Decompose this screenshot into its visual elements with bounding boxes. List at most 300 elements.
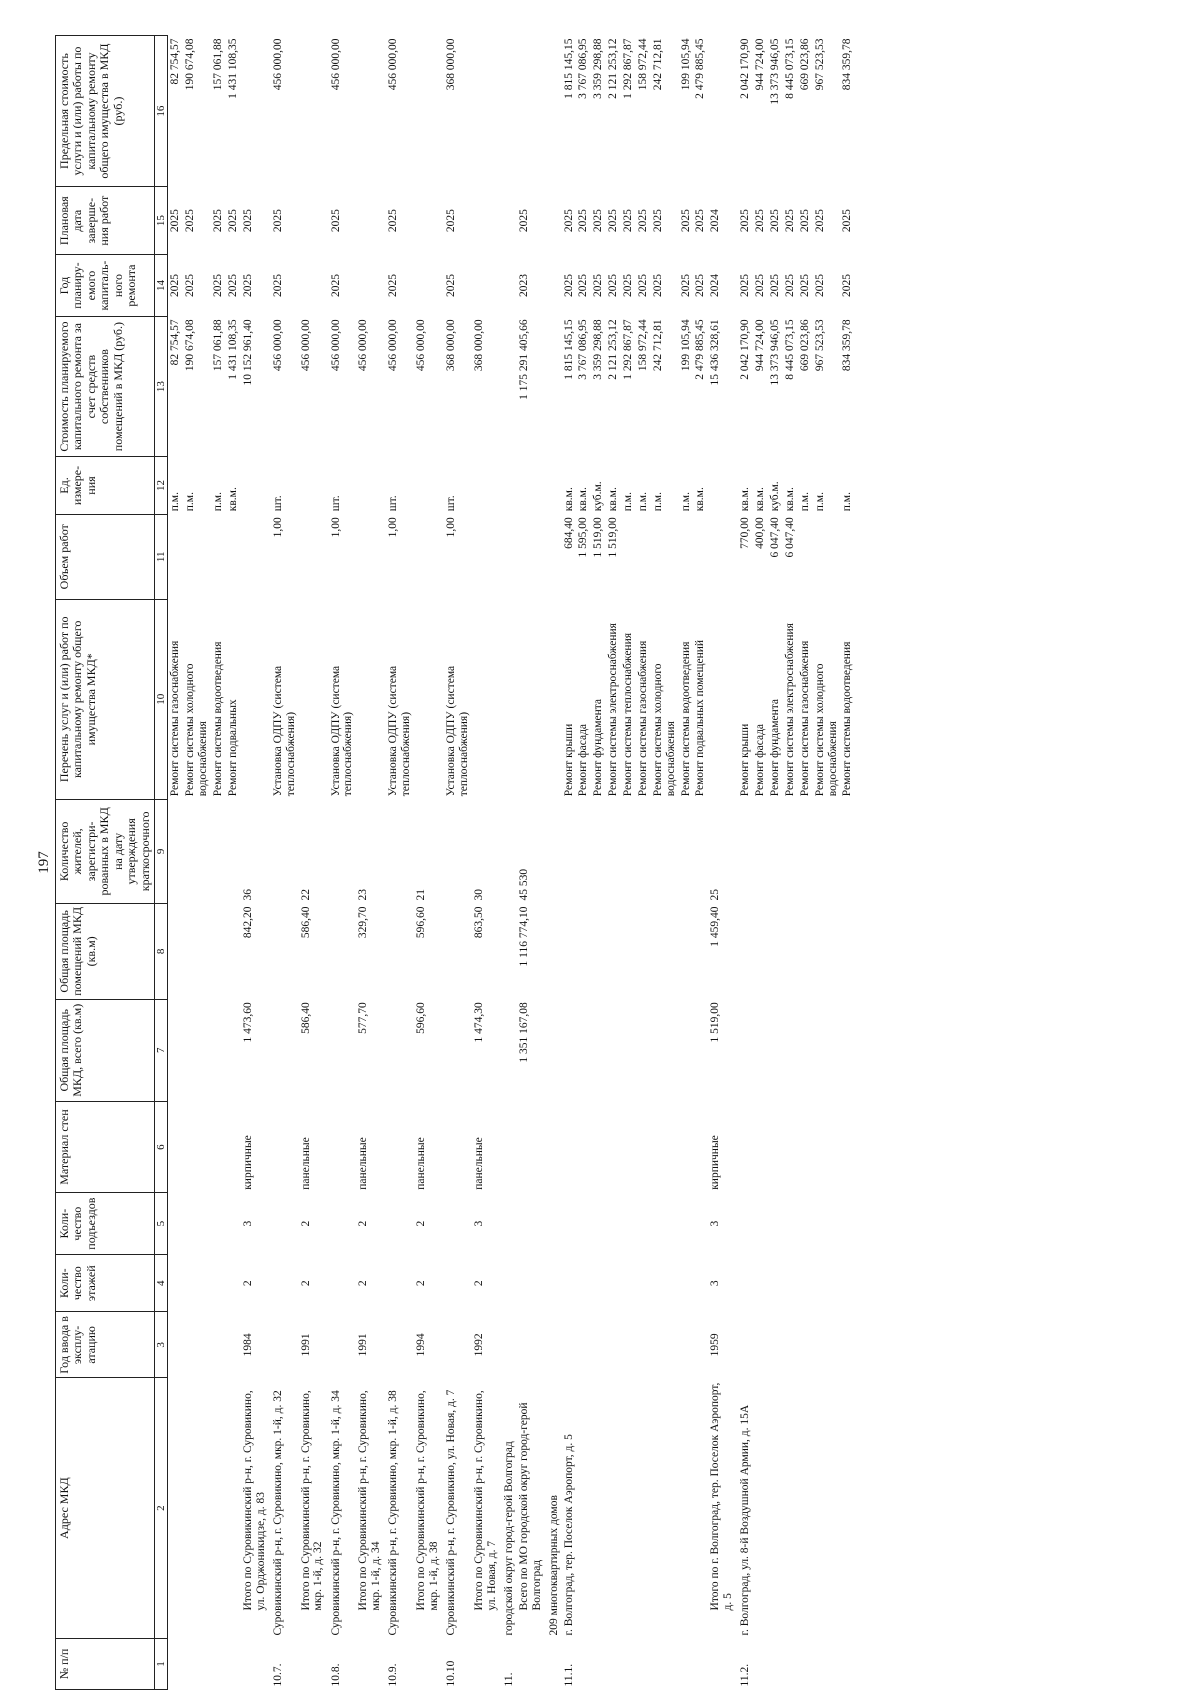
cell-year: 2025 (329, 274, 342, 298)
cell-work: Установка ОДПУ (система теплоснабжения) (271, 665, 297, 797)
table-row (636, 36, 651, 1690)
table-row (651, 36, 679, 1690)
table-row (386, 36, 414, 1690)
cell-entrances: 2 (415, 1220, 427, 1227)
cell-cost: 199 105,94 (679, 319, 692, 372)
cell-unit: шт. (445, 495, 457, 512)
cell-cost: 1 815 145,15 (562, 319, 575, 380)
cell-end: 2025 (592, 209, 605, 233)
cell-area-total: 586,40 (299, 1002, 312, 1034)
cell-cost: 3 359 298,88 (592, 319, 605, 380)
cell-work: Ремонт подвальных (226, 699, 239, 797)
cell-unit: кв.м. (577, 487, 590, 512)
cell-end: 2025 (739, 209, 752, 233)
cell-num: 10.8. (329, 1663, 342, 1687)
cell-cost: 10 152 961,40 (241, 319, 254, 386)
column-number-11: 11 (155, 514, 168, 599)
cell-year: 2025 (754, 274, 767, 298)
cell-vol: 1 519,00 (607, 517, 620, 558)
cell-work: Ремонт системы газоснабжения (169, 640, 182, 797)
cell-unit: п.м. (622, 492, 634, 512)
cell-end: 2025 (517, 209, 530, 233)
header-cell-9: Количество жителей, зарегистри-рованных в МКД на дату утверждения краткосрочного (56, 799, 155, 903)
cell-unit: кв.м. (694, 487, 707, 512)
cell-total: Итого по Суровикинский р-н, г. Суровикино, ул. Орджоникидзе, д. 83 (241, 1390, 267, 1611)
column-number-7: 7 (155, 999, 168, 1101)
cell-unit: кв.м. (783, 487, 796, 512)
cell-material: панельные (299, 1137, 312, 1190)
header-cell-14: Год планиру-емого капиталь-ного ремонта (56, 255, 155, 317)
cell-cost: 190 674,08 (184, 319, 197, 372)
header-cell-13: Стоимость планируемого капитального ремонта за счет средств собственников помещений в МКД (руб.) (56, 316, 155, 456)
cell-limit: 834 359,78 (841, 38, 854, 91)
cell-area-total: 1 474,30 (472, 1002, 485, 1043)
table-row (798, 36, 813, 1690)
table-row (753, 36, 768, 1690)
cell-limit: 1 815 145,15 (562, 38, 575, 99)
cell-vol: 770,00 (739, 517, 752, 549)
cell-year: 2025 (577, 274, 590, 298)
cell-residents: 30 (472, 889, 485, 901)
header-cell-8: Общая площадь помещений МКД (кв.м) (56, 904, 155, 1000)
cell-limit: 13 373 946,05 (769, 38, 781, 105)
table-row (444, 36, 472, 1690)
cell-work: Установка ОДПУ (система теплоснабжения) (387, 665, 413, 797)
cell-end: 2025 (271, 209, 284, 233)
header-cell-10: Перечень услуг и (или) работ по капитальному ремонту общего имущества МКД* (56, 599, 155, 799)
cell-unit: п.м. (813, 492, 826, 512)
cell-limit: 3 359 298,88 (592, 38, 605, 99)
cell-unit: шт. (329, 495, 342, 512)
cell-year: 2025 (813, 274, 826, 298)
column-number-4: 4 (155, 1254, 168, 1311)
cell-num: 11. (502, 1672, 515, 1687)
cell-cost: 82 754,57 (169, 319, 182, 366)
cell-unit: кв.м. (739, 487, 752, 512)
cell-cost: 456 000,00 (271, 319, 284, 372)
cell-addr: г. Волгоград, тер. Поселок Аэропорт, д. 5 (562, 1434, 575, 1636)
cell-cost: 242 712,81 (651, 319, 664, 372)
cell-end: 2025 (813, 209, 826, 233)
cell-entrances: 2 (299, 1220, 312, 1227)
rotated-table-canvas (37, 35, 1162, 1690)
cell-year: 2025 (169, 274, 182, 298)
cell-vol: 684,40 (562, 517, 575, 549)
header-cell-6: Материал стен (56, 1101, 155, 1192)
cell-residents: 25 (709, 889, 722, 901)
cell-unit: шт. (387, 495, 400, 512)
cell-material: панельные (415, 1137, 427, 1190)
cell-area-rooms: 596,60 (415, 906, 427, 939)
cell-work: Ремонт системы газоснабжения (798, 640, 811, 797)
cell-cost: 1 292 867,87 (622, 319, 634, 380)
total-row (517, 36, 547, 1690)
cell-vol: 400,00 (754, 517, 767, 549)
table-row (621, 36, 636, 1690)
cell-unit: п.м. (841, 492, 854, 512)
cell-year-built: 1991 (357, 1333, 370, 1357)
cell-total: Итого по г. Волгоград, тер. Поселок Аэропорт, д. 5 (709, 1382, 735, 1611)
cell-work: Ремонт системы водоотведения (212, 641, 224, 797)
cell-end: 2025 (754, 209, 767, 233)
cell-num: 10.10 (445, 1660, 457, 1687)
column-number-10: 10 (155, 599, 168, 799)
cell-year: 2025 (636, 274, 649, 298)
cell-end: 2024 (709, 209, 722, 233)
total-row (472, 36, 502, 1690)
cell-unit: п.м. (184, 492, 197, 512)
column-number-15: 15 (155, 187, 168, 255)
cell-year: 2025 (783, 274, 796, 298)
cell-end: 2025 (241, 209, 254, 233)
table-row (226, 36, 241, 1690)
cell-total: Итого по Суровикинский р-н, г. Суровикино, ул. Новая, д. 7 (472, 1390, 498, 1611)
column-number-14: 14 (155, 255, 168, 317)
cell-vol: 1,00 (445, 517, 457, 538)
cell-end: 2025 (212, 209, 224, 233)
cell-work: Ремонт фасада (754, 723, 767, 797)
cell-limit: 456 000,00 (387, 38, 400, 91)
cell-limit: 967 523,53 (813, 38, 826, 91)
total-row (241, 36, 271, 1690)
cell-limit: 2 121 253,12 (607, 38, 620, 99)
table-row (768, 36, 783, 1690)
table-row (606, 36, 621, 1690)
cell-cost: 158 972,44 (636, 319, 649, 372)
cell-vol: 1,00 (329, 517, 342, 538)
table-row (693, 36, 708, 1690)
cell-work: Установка ОДПУ (система теплоснабжения) (445, 665, 470, 797)
cell-end: 2025 (769, 209, 781, 233)
cell-work: Ремонт крыши (739, 723, 752, 797)
cell-year: 2025 (226, 274, 239, 298)
cell-addr: Суровикинский р-н, г. Суровикино, ул. Новая, д. 7 (445, 1389, 457, 1636)
cell-cost: 15 436 328,61 (709, 319, 722, 386)
cell-limit: 456 000,00 (329, 38, 342, 91)
column-number-8: 8 (155, 904, 168, 1000)
cell-area-total: 596,60 (415, 1002, 427, 1034)
cell-addr: Суровикинский р-н, г. Суровикино, мкр. 1-й, д. 34 (329, 1390, 342, 1636)
cell-limit: 8 445 073,15 (783, 38, 796, 99)
header-cell-5: Коли-чество подъездов (56, 1193, 155, 1255)
cell-unit: куб.м. (769, 481, 781, 512)
table-row (576, 36, 591, 1690)
cell-cost: 3 767 086,95 (577, 319, 590, 380)
cell-addr: Суровикинский р-н, г. Суровикино, мкр. 1-й, д. 38 (387, 1390, 400, 1636)
cell-cost: 834 359,78 (841, 319, 854, 372)
cell-unit: п.м. (636, 492, 649, 512)
cell-year: 2025 (679, 274, 692, 298)
cell-total: Итого по Суровикинский р-н, г. Суровикино, мкр. 1-й, д. 38 (415, 1390, 440, 1611)
cell-work: Ремонт фасада (577, 723, 590, 797)
cell-vol: 1,00 (387, 517, 400, 538)
column-number-1: 1 (155, 1638, 168, 1689)
cell-num: 11.1. (562, 1663, 575, 1687)
cell-cost: 2 479 885,45 (694, 319, 707, 380)
cell-material: панельные (357, 1137, 370, 1190)
cell-residents: 22 (299, 889, 312, 901)
cell-total: Итого по Суровикинский р-н, г. Суровикино, мкр. 1-й, д. 32 (299, 1390, 325, 1611)
cell-end: 2025 (651, 209, 664, 233)
cell-area-total: 577,70 (357, 1002, 370, 1034)
cell-year-built: 1991 (299, 1333, 312, 1357)
cell-cost: 368 000,00 (472, 319, 485, 372)
column-number-13: 13 (155, 316, 168, 456)
cell-limit: 2 042 170,90 (739, 38, 752, 99)
cell-cost: 944 724,00 (754, 319, 767, 372)
cell-year: 2025 (841, 274, 854, 298)
cell-unit: кв.м. (607, 487, 620, 512)
column-number-3: 3 (155, 1312, 168, 1378)
cell-area-total: 1 473,60 (241, 1002, 254, 1043)
cell-num: 10.9. (387, 1663, 400, 1687)
header-cell-16: Предельная стоимость услуги и (или) работы по капитальному ремонту общего имущества в МКД (руб.) (56, 36, 155, 187)
column-number-2: 2 (155, 1378, 168, 1639)
cell-addr: 209 многоквартирных домов (547, 1495, 560, 1636)
cell-addr: городской округ город-герой Волгоград (502, 1441, 515, 1636)
cell-vol: 1 595,00 (577, 517, 590, 558)
cell-end: 2025 (783, 209, 796, 233)
cell-year: 2025 (798, 274, 811, 298)
cell-entrances: 3 (709, 1220, 722, 1227)
table-row (211, 36, 226, 1690)
cell-limit: 3 767 086,95 (577, 38, 590, 99)
cell-year: 2025 (184, 274, 197, 298)
cell-year: 2025 (739, 274, 752, 298)
cell-area-rooms: 863,50 (472, 906, 485, 939)
cell-year: 2025 (562, 274, 575, 298)
cell-cost: 456 000,00 (329, 319, 342, 372)
total-row (414, 36, 444, 1690)
cell-year: 2025 (445, 274, 457, 298)
cell-material: кирпичные (709, 1135, 722, 1190)
cell-end: 2025 (622, 209, 634, 233)
cell-end: 2025 (329, 209, 342, 233)
cell-area-total: 1 519,00 (709, 1002, 722, 1043)
cell-work: Ремонт системы электроснабжения (783, 623, 796, 797)
cell-vol: 1 519,00 (592, 517, 605, 558)
cell-work: Ремонт системы водоотведения (841, 641, 854, 797)
cell-residents: 23 (357, 889, 370, 901)
cell-unit: куб.м. (592, 481, 605, 512)
cell-end: 2025 (607, 209, 620, 233)
page-number: 197 (36, 851, 52, 874)
cell-year: 2025 (622, 274, 634, 298)
table-row (679, 36, 694, 1690)
cell-addr: г. Волгоград, ул. 8-й Воздушной Армии, д. 15А (739, 1404, 752, 1636)
cell-limit: 368 000,00 (445, 38, 457, 91)
cell-end: 2025 (679, 209, 692, 233)
total-row (299, 36, 329, 1690)
total-row (356, 36, 386, 1690)
cell-year-built: 1984 (241, 1333, 254, 1357)
cell-num: 10.7. (271, 1663, 284, 1687)
cell-limit: 2 479 885,45 (694, 38, 707, 99)
table-row (271, 36, 299, 1690)
cell-work: Ремонт системы электроснабжения (607, 623, 620, 797)
cell-vol: 6 047,40 (769, 517, 781, 558)
cell-end: 2025 (577, 209, 590, 233)
column-number-6: 6 (155, 1101, 168, 1192)
cell-floors: 2 (299, 1280, 312, 1287)
table-row (547, 36, 562, 1690)
cell-year: 2024 (709, 274, 722, 298)
cell-unit: кв.м. (562, 487, 575, 512)
cell-work: Ремонт подвальных помещений (694, 639, 707, 797)
cell-limit: 1 292 867,87 (622, 38, 634, 99)
header-cell-2: Адрес МКД (56, 1378, 155, 1639)
cell-work: Ремонт крыши (562, 723, 575, 797)
table-row (502, 36, 517, 1690)
cell-cost: 456 000,00 (415, 319, 427, 372)
cell-floors: 2 (241, 1280, 254, 1287)
cell-end: 2025 (841, 209, 854, 233)
cell-cost: 2 121 253,12 (607, 319, 620, 380)
header-cell-11: Объем работ (56, 514, 155, 599)
cell-floors: 2 (472, 1280, 485, 1287)
cell-unit: шт. (271, 495, 284, 512)
cell-total: Итого по Суровикинский р-н, г. Суровикино, мкр. 1-й, д. 34 (357, 1390, 383, 1611)
cell-work: Ремонт системы водоотведения (679, 641, 692, 797)
cell-year: 2025 (241, 274, 254, 298)
cell-limit: 456 000,00 (271, 38, 284, 91)
cell-work: Ремонт системы холодного водоснабжения (651, 663, 677, 797)
cell-cost: 456 000,00 (387, 319, 400, 372)
cell-limit: 82 754,57 (169, 38, 182, 85)
column-number-5: 5 (155, 1193, 168, 1255)
cell-limit: 242 712,81 (651, 38, 664, 91)
cell-end: 2025 (636, 209, 649, 233)
cell-entrances: 3 (472, 1220, 485, 1227)
cell-year-built: 1959 (709, 1333, 722, 1357)
cell-unit: п.м. (651, 492, 664, 512)
table-row (168, 36, 183, 1690)
cell-work: Ремонт системы газоснабжения (636, 640, 649, 797)
cell-residents: 45 530 (517, 868, 530, 901)
cell-material: кирпичные (241, 1135, 254, 1190)
cell-end: 2025 (226, 209, 239, 233)
cell-cost: 368 000,00 (445, 319, 457, 372)
cell-work: Установка ОДПУ (система теплоснабжения) (329, 665, 355, 797)
cell-unit: п.м. (679, 492, 692, 512)
table-row (562, 36, 577, 1690)
column-number-9: 9 (155, 799, 168, 903)
cell-work: Ремонт системы теплоснабжения (622, 632, 634, 797)
cell-work: Ремонт системы холодного водоснабжения (813, 663, 839, 797)
cell-end: 2025 (694, 209, 707, 233)
cell-residents: 36 (241, 889, 254, 901)
cell-cost: 1 431 108,35 (226, 319, 239, 380)
cell-area-rooms: 586,40 (299, 906, 312, 939)
cell-limit: 944 724,00 (754, 38, 767, 91)
cell-area-rooms: 842,20 (241, 906, 254, 939)
column-number-row (155, 36, 168, 1690)
table-row (813, 36, 841, 1690)
cell-unit: п.м. (798, 492, 811, 512)
cell-year: 2023 (517, 274, 530, 298)
cell-limit: 1 431 108,35 (226, 38, 239, 99)
table-row (783, 36, 798, 1690)
table-body (168, 36, 855, 1690)
column-number-16: 16 (155, 36, 168, 187)
cell-end: 2025 (445, 209, 457, 233)
cell-cost: 13 373 946,05 (769, 319, 781, 386)
cell-entrances: 2 (357, 1220, 370, 1227)
cell-area-rooms: 329,70 (357, 906, 370, 939)
cell-year-built: 1994 (415, 1333, 427, 1357)
header-cell-4: Коли-чество этажей (56, 1254, 155, 1311)
cell-limit: 158 972,44 (636, 38, 649, 91)
header-cell-7: Общая площадь МКД, всего (кв.м) (56, 999, 155, 1101)
cell-work: Ремонт системы холодного водоснабжения (184, 663, 210, 797)
header-row (56, 36, 155, 1690)
table-row (738, 36, 753, 1690)
cell-year: 2025 (769, 274, 781, 298)
repair-plan-table (55, 35, 855, 1690)
cell-year: 2025 (212, 274, 224, 298)
header-cell-3: Год ввода в эксплу-атацию (56, 1312, 155, 1378)
cell-unit: п.м. (212, 492, 224, 512)
cell-entrances: 3 (241, 1220, 254, 1227)
cell-year: 2025 (592, 274, 605, 298)
cell-cost: 2 042 170,90 (739, 319, 752, 380)
cell-limit: 199 105,94 (679, 38, 692, 91)
cell-end: 2025 (184, 209, 197, 233)
table-row (329, 36, 357, 1690)
cell-num: 11.2. (739, 1663, 752, 1687)
cell-work: Ремонт фундамента (769, 699, 781, 797)
cell-floors: 3 (709, 1280, 722, 1287)
cell-total: Всего по МО городской округ город-герой Волгоград (517, 1402, 543, 1611)
table-row (591, 36, 606, 1690)
cell-cost: 157 061,88 (212, 319, 224, 372)
column-number-12: 12 (155, 457, 168, 514)
cell-unit: кв.м. (754, 487, 767, 512)
cell-work: Ремонт фундамента (592, 699, 605, 797)
cell-year: 2025 (387, 274, 400, 298)
header-cell-12: Ед. измере-ния (56, 457, 155, 514)
cell-cost: 456 000,00 (357, 319, 370, 372)
cell-cost: 669 023,86 (798, 319, 811, 372)
cell-area-total: 1 351 167,08 (517, 1002, 530, 1063)
cell-end: 2025 (387, 209, 400, 233)
cell-vol: 6 047,40 (783, 517, 796, 558)
total-row (708, 36, 738, 1690)
cell-cost: 8 445 073,15 (783, 319, 796, 380)
cell-year: 2025 (271, 274, 284, 298)
cell-floors: 2 (415, 1280, 427, 1287)
cell-residents: 21 (415, 889, 427, 901)
cell-cost: 1 175 291 405,66 (517, 319, 530, 400)
cell-limit: 157 061,88 (212, 38, 224, 91)
cell-year-built: 1992 (472, 1333, 485, 1357)
table-row (183, 36, 211, 1690)
cell-unit: кв.м. (226, 487, 239, 512)
cell-end: 2025 (562, 209, 575, 233)
cell-end: 2025 (169, 209, 182, 233)
cell-area-rooms: 1 459,40 (709, 906, 722, 947)
cell-addr: Суровикинский р-н, г. Суровикино, мкр. 1-й, д. 32 (271, 1390, 284, 1636)
cell-year: 2025 (607, 274, 620, 298)
cell-end: 2025 (798, 209, 811, 233)
cell-limit: 669 023,86 (798, 38, 811, 91)
cell-unit: п.м. (169, 492, 182, 512)
cell-year: 2025 (694, 274, 707, 298)
table-row (840, 36, 855, 1690)
cell-cost: 456 000,00 (299, 319, 312, 372)
header-cell-1: № п/п (56, 1638, 155, 1689)
cell-floors: 2 (357, 1280, 370, 1287)
